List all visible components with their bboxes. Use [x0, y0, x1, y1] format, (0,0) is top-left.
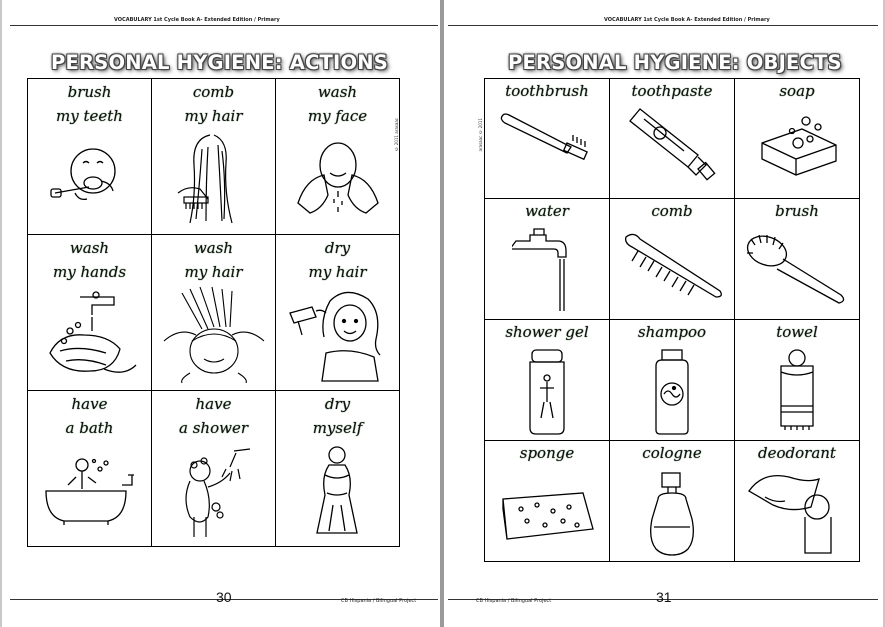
- towel-drying-icon: [303, 445, 373, 539]
- combing-hair-icon: [174, 129, 254, 229]
- card-wash-my-hair: [152, 235, 276, 391]
- left-page: [2, 0, 440, 627]
- card-label: shampoo: [637, 323, 707, 341]
- card-label: towel: [776, 323, 818, 341]
- card-label-verb: wash: [317, 83, 358, 101]
- card-towel: [735, 320, 860, 441]
- toothbrush-icon: [497, 107, 597, 167]
- washing-hair-icon: [160, 285, 268, 383]
- washing-hands-icon: [40, 291, 140, 383]
- header-rule: [448, 25, 878, 26]
- card-brush-my-teeth: [28, 79, 152, 235]
- card-label-object: my teeth: [56, 107, 123, 125]
- card-label: sponge: [519, 444, 575, 462]
- card-label-verb: dry: [324, 395, 351, 413]
- card-soap: [735, 79, 860, 199]
- card-label: toothbrush: [505, 82, 589, 100]
- card-label-object: myself: [312, 419, 363, 437]
- card-wash-my-face: [276, 79, 400, 235]
- card-label-object: my hair: [184, 107, 243, 125]
- footer-text: CB Hispania / Bilingual Project: [476, 598, 552, 604]
- card-label-verb: have: [195, 395, 232, 413]
- card-label-verb: have: [71, 395, 108, 413]
- page-number: 30: [216, 589, 232, 605]
- card-label: shower gel: [505, 323, 589, 341]
- card-shower-gel: [485, 320, 610, 441]
- shampoo-icon: [646, 348, 698, 436]
- card-deodorant: [735, 441, 860, 562]
- card-label-object: a shower: [179, 419, 248, 437]
- card-have-a-shower: [152, 391, 276, 547]
- card-label-object: a bath: [65, 419, 114, 437]
- card-wash-my-hands: [28, 235, 152, 391]
- deodorant-icon: [745, 467, 849, 559]
- card-label: water: [525, 202, 569, 220]
- card-label: soap: [779, 82, 815, 100]
- card-label-verb: wash: [69, 239, 110, 257]
- card-label-verb: dry: [324, 239, 351, 257]
- shower-icon: [164, 447, 264, 539]
- card-brush: [735, 199, 860, 320]
- brushing-teeth-icon: [45, 141, 135, 211]
- header-rule: [10, 25, 438, 26]
- copyright-note: © 2011 arasaac: [394, 118, 399, 152]
- page-header: VOCABULARY 1st Cycle Book A- Extended Edition / Primary: [604, 17, 770, 23]
- card-dry-myself: [276, 391, 400, 547]
- shower-gel-icon: [522, 348, 572, 436]
- objects-grid: [484, 78, 860, 562]
- card-sponge: [485, 441, 610, 562]
- card-label-object: my hair: [308, 263, 367, 281]
- card-label-object: my hair: [184, 263, 243, 281]
- card-label: toothpaste: [631, 82, 713, 100]
- card-label: deodorant: [758, 444, 836, 462]
- page-header: VOCABULARY 1st Cycle Book A- Extended Edition / Primary: [114, 17, 280, 23]
- card-label-verb: wash: [193, 239, 234, 257]
- card-shampoo: [610, 320, 735, 441]
- cologne-icon: [644, 469, 700, 557]
- card-label-verb: comb: [192, 83, 235, 101]
- tap-water-icon: [512, 227, 582, 313]
- card-water: [485, 199, 610, 320]
- card-toothbrush: [485, 79, 610, 199]
- bathtub-icon: [42, 455, 138, 527]
- actions-grid: [27, 78, 400, 547]
- hairbrush-icon: [743, 231, 851, 305]
- page-title: PERSONAL HYGIENE: OBJECTS: [508, 51, 842, 74]
- page-title: PERSONAL HYGIENE: ACTIONS: [51, 51, 389, 74]
- card-comb: [610, 199, 735, 320]
- copyright-note: arasaac © 2011: [478, 118, 483, 152]
- right-page: [444, 0, 883, 627]
- card-cologne: [610, 441, 735, 562]
- drying-hair-icon: [286, 287, 390, 383]
- washing-face-icon: [290, 135, 386, 225]
- soap-icon: [754, 113, 840, 177]
- toothpaste-icon: [624, 105, 720, 191]
- towel-icon: [767, 348, 827, 432]
- sponge-icon: [497, 485, 597, 545]
- card-label-object: my hands: [52, 263, 127, 281]
- card-comb-my-hair: [152, 79, 276, 235]
- page-number: 31: [656, 589, 672, 605]
- card-toothpaste: [610, 79, 735, 199]
- card-have-a-bath: [28, 391, 152, 547]
- card-label-verb: brush: [67, 83, 112, 101]
- card-dry-my-hair: [276, 235, 400, 391]
- comb-icon: [620, 229, 724, 301]
- footer-text: CB Hispania / Bilingual Project: [341, 598, 417, 604]
- card-label: brush: [775, 202, 819, 220]
- card-label: cologne: [642, 444, 702, 462]
- card-label-object: my face: [307, 107, 368, 125]
- card-label: comb: [651, 202, 693, 220]
